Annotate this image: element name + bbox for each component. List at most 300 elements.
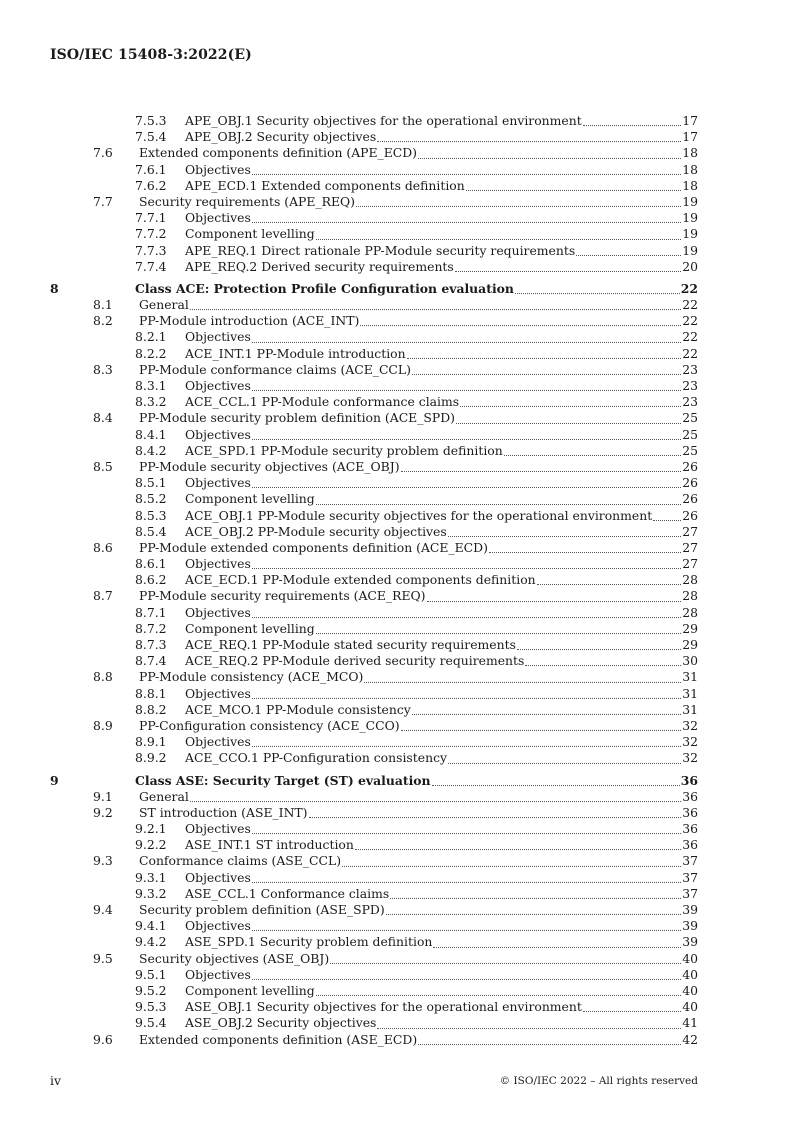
toc-entry-title: Objectives [185, 685, 251, 701]
toc-entry-title: APE_OBJ.2 Security objectives [185, 129, 377, 145]
toc-entry-page: 23 [682, 394, 698, 410]
toc-entry-line [185, 999, 698, 1015]
dot-leader [252, 881, 681, 883]
toc-entry-page: 40 [682, 982, 698, 998]
toc-entry-number: 9.2 [93, 804, 113, 820]
toc-entry-title: Component levelling [185, 226, 315, 242]
toc-entry-page: 22 [682, 297, 698, 313]
toc-entry[interactable] [0, 702, 793, 718]
toc-entry-number: 9.4 [93, 902, 113, 917]
toc-entry[interactable] [0, 556, 793, 572]
toc-entry-line [139, 853, 698, 869]
toc-entry-number: 8.3.1 [135, 378, 167, 393]
dot-leader [418, 157, 681, 159]
toc-entry-page: 37 [682, 885, 698, 901]
toc-entry[interactable] [0, 902, 793, 918]
toc-entry-page: 26 [682, 475, 698, 491]
toc-entry-title: APE_OBJ.1 Security objectives for the operational environment [185, 113, 582, 128]
toc-entry-line [139, 145, 698, 161]
toc-entry-line [185, 870, 698, 886]
toc-entry[interactable] [0, 362, 793, 378]
toc-entry-line [139, 362, 698, 378]
toc-entry[interactable] [0, 524, 793, 540]
toc-entry-line [185, 734, 698, 750]
toc-entry-line [185, 572, 698, 588]
dot-leader [448, 535, 681, 537]
toc-entry-number: 8.7.4 [135, 653, 167, 669]
toc-entry-page: 22 [682, 329, 698, 345]
toc-entry-number: 8.7.2 [135, 620, 167, 636]
toc-entry-number: 8.9.2 [135, 750, 167, 766]
toc-entry-page: 26 [682, 458, 698, 474]
toc-entry-line [185, 178, 698, 194]
table-of-contents [0, 113, 793, 1048]
toc-entry[interactable] [0, 459, 793, 475]
toc-entry-title: APE_REQ.2 Derived security requirements [185, 258, 454, 274]
dot-leader [316, 503, 681, 505]
toc-entry-title: Objectives [185, 556, 251, 572]
toc-entry-line [139, 669, 698, 685]
toc-entry-page: 40 [682, 966, 698, 982]
toc-entry-title: ACE_CCO.1 PP-Configuration consistency [185, 750, 448, 766]
toc-entry[interactable] [0, 378, 793, 394]
toc-entry-page: 28 [682, 572, 698, 588]
toc-entry-line [185, 508, 698, 524]
dot-leader [252, 616, 681, 618]
toc-entry[interactable] [0, 491, 793, 507]
toc-entry[interactable] [0, 621, 793, 637]
toc-entry-line [139, 194, 698, 210]
toc-entry[interactable] [0, 1032, 793, 1048]
toc-entry-page: 37 [682, 869, 698, 885]
toc-entry-number: 9.3 [93, 853, 113, 869]
toc-entry-number: 8.1 [93, 297, 113, 313]
toc-entry-page: 22 [682, 345, 698, 361]
toc-entry-number: 7.6.1 [135, 161, 167, 177]
toc-entry-line [185, 226, 698, 242]
toc-entry[interactable] [0, 588, 793, 604]
toc-entry[interactable] [0, 805, 793, 821]
toc-entry-line [185, 556, 698, 572]
toc-entry[interactable] [0, 113, 793, 129]
toc-entry-number: 8.8.1 [135, 685, 167, 701]
dot-leader [432, 784, 680, 786]
toc-entry[interactable] [0, 983, 793, 999]
toc-entry[interactable] [0, 637, 793, 653]
toc-entry-page: 19 [682, 193, 698, 209]
toc-entry-title: PP-Module introduction (ACE_INT) [139, 313, 360, 329]
toc-entry-line [185, 346, 698, 362]
dot-leader [252, 567, 681, 569]
toc-entry[interactable] [0, 346, 793, 362]
toc-entry-page: 26 [682, 507, 698, 523]
toc-entry-number: 9.1 [93, 788, 113, 804]
toc-entry-title: ACE_OBJ.2 PP-Module security objectives [185, 523, 447, 539]
toc-entry-number: 9.2.1 [135, 821, 167, 837]
dot-leader [537, 583, 682, 585]
dot-leader [252, 486, 681, 488]
dot-leader [252, 221, 681, 223]
toc-entry-title: Objectives [185, 210, 251, 226]
toc-entry[interactable] [0, 281, 793, 297]
toc-entry-page: 32 [682, 750, 698, 766]
toc-entry[interactable] [0, 410, 793, 426]
toc-entry-page: 31 [682, 669, 698, 685]
toc-entry-title: ASE_SPD.1 Security problem definition [185, 934, 433, 950]
dot-leader [427, 600, 682, 602]
toc-entry-number: 8.6 [93, 539, 113, 555]
dot-leader [252, 389, 681, 391]
toc-entry-title: ST introduction (ASE_INT) [139, 804, 308, 820]
toc-entry-title: Objectives [185, 821, 251, 837]
toc-entry[interactable] [0, 1015, 793, 1031]
toc-entry-page: 25 [682, 410, 698, 426]
toc-entry-number: 9 [50, 772, 59, 788]
toc-entry-page: 40 [682, 999, 698, 1015]
toc-entry-title: ASE_OBJ.2 Security objectives [185, 1015, 377, 1031]
toc-entry-line [185, 259, 698, 275]
toc-entry-title: ACE_OBJ.1 PP-Module security objectives for the operational environment [185, 507, 653, 523]
toc-entry-number: 7.6.2 [135, 177, 167, 193]
toc-entry-page: 22 [682, 313, 698, 329]
toc-entry-number: 8.8 [93, 669, 113, 685]
toc-entry-number: 8.6.2 [135, 572, 167, 588]
toc-entry-line [185, 1015, 698, 1031]
toc-entry-page: 27 [682, 523, 698, 539]
toc-entry[interactable] [0, 394, 793, 410]
toc-entry-number: 8.4.1 [135, 426, 167, 442]
toc-entry-number: 9.3.2 [135, 885, 167, 901]
toc-entry-line [185, 653, 698, 669]
dot-leader [316, 238, 681, 240]
toc-entry-page: 36 [682, 837, 698, 853]
toc-entry-number: 8.6.1 [135, 556, 167, 572]
toc-entry-line [185, 427, 698, 443]
toc-entry-number: 8.5.3 [135, 507, 167, 523]
toc-entry-number: 9.5.1 [135, 966, 167, 982]
dot-leader [190, 308, 681, 310]
toc-entry-page: 19 [682, 242, 698, 258]
toc-entry[interactable] [0, 540, 793, 556]
dot-leader [252, 929, 681, 931]
toc-entry[interactable] [0, 508, 793, 524]
toc-entry-title: Objectives [185, 426, 251, 442]
toc-entry-page: 18 [682, 161, 698, 177]
dot-leader [576, 254, 681, 256]
toc-entry-number: 7.7.3 [135, 242, 167, 258]
toc-entry-number: 7.7 [93, 193, 113, 209]
dot-leader [252, 978, 681, 980]
toc-entry[interactable] [0, 718, 793, 734]
toc-entry[interactable] [0, 918, 793, 934]
toc-entry-page: 26 [682, 491, 698, 507]
toc-entry-page: 27 [682, 539, 698, 555]
toc-entry-page: 39 [682, 902, 698, 917]
toc-entry-number: 8.5 [93, 458, 113, 474]
toc-entry-title: ACE_REQ.2 PP-Module derived security requirements [185, 653, 525, 669]
toc-entry-line [185, 443, 698, 459]
dot-leader [401, 729, 682, 731]
toc-entry[interactable] [0, 934, 793, 950]
toc-entry-number: 9.4.2 [135, 934, 167, 950]
toc-entry-page: 19 [682, 226, 698, 242]
dot-leader [517, 648, 681, 650]
toc-entry-number: 8.9.1 [135, 734, 167, 750]
dot-leader [342, 865, 681, 867]
toc-entry-line [185, 621, 698, 637]
dot-leader [252, 697, 681, 699]
toc-entry-line [185, 475, 698, 491]
toc-entry-title: Security problem definition (ASE_SPD) [139, 902, 385, 917]
toc-entry-line [139, 459, 698, 475]
toc-entry-line [139, 410, 698, 426]
toc-entry-page: 29 [682, 637, 698, 652]
toc-entry-title: ASE_CCL.1 Conformance claims [185, 885, 390, 901]
toc-entry-title: ACE_CCL.1 PP-Module conformance claims [185, 394, 460, 410]
toc-entry-title: Class ASE: Security Target (ST) evaluation [135, 772, 431, 788]
dot-leader [455, 270, 681, 272]
toc-entry-page: 41 [682, 1015, 698, 1031]
toc-entry-number: 7.7.2 [135, 226, 167, 242]
toc-entry-title: Security objectives (ASE_OBJ) [139, 950, 330, 966]
toc-entry-page: 18 [682, 145, 698, 161]
toc-entry-line [139, 313, 698, 329]
toc-entry-line [185, 329, 698, 345]
toc-entry[interactable] [0, 789, 793, 805]
toc-entry[interactable] [0, 967, 793, 983]
toc-entry-line [185, 129, 698, 145]
toc-entry-line [185, 918, 698, 934]
toc-entry-number: 8 [50, 280, 59, 296]
toc-entry-title: Objectives [185, 966, 251, 982]
toc-entry-title: Extended components definition (APE_ECD) [139, 145, 418, 161]
toc-entry[interactable] [0, 951, 793, 967]
toc-entry-line [185, 821, 698, 837]
toc-entry[interactable] [0, 259, 793, 275]
toc-entry-line [185, 491, 698, 507]
toc-entry-page: 25 [682, 426, 698, 442]
dot-leader [377, 1027, 681, 1029]
toc-entry-page: 28 [682, 604, 698, 620]
toc-entry[interactable] [0, 427, 793, 443]
toc-entry[interactable] [0, 297, 793, 313]
dot-leader [504, 454, 681, 456]
page-number: iv [50, 1073, 61, 1088]
dot-leader [515, 292, 680, 294]
toc-entry[interactable] [0, 475, 793, 491]
toc-entry-page: 36 [682, 804, 698, 820]
toc-entry-title: ACE_ECD.1 PP-Module extended components definition [185, 572, 536, 588]
toc-entry-number: 9.2.2 [135, 837, 167, 853]
toc-entry-line [185, 702, 698, 718]
toc-entry-title: General [139, 788, 189, 804]
toc-entry-number: 8.2.2 [135, 345, 167, 361]
toc-entry-page: 17 [682, 129, 698, 145]
dot-leader [252, 341, 681, 343]
toc-entry-title: ACE_MCO.1 PP-Module consistency [185, 701, 411, 717]
toc-entry-title: Objectives [185, 604, 251, 620]
dot-leader [390, 897, 681, 899]
toc-entry-title: ACE_INT.1 PP-Module introduction [185, 345, 406, 361]
dot-leader [386, 913, 682, 915]
toc-entry-title: Objectives [185, 918, 251, 934]
toc-entry-page: 31 [682, 701, 698, 717]
toc-entry-line [185, 837, 698, 853]
toc-entry[interactable] [0, 572, 793, 588]
dot-leader [525, 664, 681, 666]
toc-entry[interactable] [0, 999, 793, 1015]
dot-leader [407, 357, 682, 359]
toc-entry-page: 27 [682, 556, 698, 572]
toc-entry-title: Conformance claims (ASE_CCL) [139, 853, 342, 869]
toc-entry-number: 8.7.3 [135, 637, 167, 652]
toc-entry-line [139, 718, 698, 734]
toc-entry-number: 9.5.4 [135, 1015, 167, 1031]
dot-leader [377, 140, 681, 142]
toc-entry[interactable] [0, 870, 793, 886]
dot-leader [355, 848, 681, 850]
toc-entry-page: 31 [682, 685, 698, 701]
toc-entry[interactable] [0, 162, 793, 178]
toc-entry-number: 9.4.1 [135, 918, 167, 934]
toc-entry-page: 29 [682, 620, 698, 636]
toc-entry-title: ACE_SPD.1 PP-Module security problem definition [185, 442, 503, 458]
toc-entry[interactable] [0, 178, 793, 194]
toc-entry[interactable] [0, 329, 793, 345]
dot-leader [456, 422, 681, 424]
toc-entry-page: 32 [682, 734, 698, 750]
toc-entry-number: 9.5 [93, 950, 113, 966]
toc-entry-line [185, 983, 698, 999]
toc-entry-title: Component levelling [185, 491, 315, 507]
toc-entry-number: 9.5.3 [135, 999, 167, 1015]
toc-entry-title: PP-Module security problem definition (ACE_SPD) [139, 410, 456, 426]
toc-entry-title: PP-Module conformance claims (ACE_CCL) [139, 361, 411, 377]
toc-entry[interactable] [0, 313, 793, 329]
toc-entry-page: 36 [682, 788, 698, 804]
toc-entry-number: 9.5.2 [135, 982, 167, 998]
toc-entry-title: Class ACE: Protection Profile Configuration evaluation [135, 280, 514, 296]
toc-entry[interactable] [0, 734, 793, 750]
toc-entry-line [185, 210, 698, 226]
toc-entry-title: Objectives [185, 475, 251, 491]
dot-leader [433, 946, 681, 948]
toc-entry[interactable] [0, 686, 793, 702]
toc-entry-page: 40 [682, 950, 698, 966]
toc-entry-title: APE_REQ.1 Direct rationale PP-Module security requirements [185, 242, 576, 258]
toc-entry-title: APE_ECD.1 Extended components definition [185, 177, 465, 193]
toc-entry-page: 22 [680, 280, 698, 296]
toc-entry-line [185, 686, 698, 702]
toc-entry-title: Objectives [185, 734, 251, 750]
copyright-notice: © ISO/IEC 2022 – All rights reserved [499, 1075, 698, 1087]
toc-entry-page: 36 [680, 772, 698, 788]
toc-entry-number: 8.7 [93, 588, 113, 604]
toc-entry-line [185, 605, 698, 621]
dot-leader [412, 713, 681, 715]
toc-entry[interactable] [0, 129, 793, 145]
toc-entry[interactable] [0, 194, 793, 210]
toc-entry-line [139, 1032, 698, 1048]
toc-entry-title: Objectives [185, 161, 251, 177]
toc-entry-number: 8.2.1 [135, 329, 167, 345]
toc-entry-number: 8.5.4 [135, 523, 167, 539]
toc-entry-number: 8.5.2 [135, 491, 167, 507]
toc-entry-line [185, 967, 698, 983]
toc-entry[interactable] [0, 750, 793, 766]
toc-entry-line [185, 637, 698, 653]
toc-entry[interactable] [0, 773, 793, 789]
dot-leader [309, 816, 682, 818]
toc-entry-title: Objectives [185, 329, 251, 345]
dot-leader [252, 745, 681, 747]
toc-entry-line [139, 588, 698, 604]
toc-entry-page: 20 [682, 258, 698, 274]
toc-entry-number: 9.6 [93, 1031, 113, 1047]
toc-entry-page: 37 [682, 853, 698, 869]
toc-entry-page: 23 [682, 361, 698, 377]
dot-leader [653, 519, 681, 521]
toc-entry[interactable] [0, 145, 793, 161]
dot-leader [252, 832, 681, 834]
toc-entry-line [185, 934, 698, 950]
toc-entry-line [185, 162, 698, 178]
toc-entry[interactable] [0, 886, 793, 902]
toc-entry-number: 8.7.1 [135, 604, 167, 620]
document-header: ISO/IEC 15408-3:2022(E) [50, 47, 252, 63]
toc-entry-title: Component levelling [185, 620, 315, 636]
toc-entry-number: 7.5.4 [135, 129, 167, 145]
toc-entry-line [185, 243, 698, 259]
toc-entry-line [185, 750, 698, 766]
toc-entry[interactable] [0, 853, 793, 869]
toc-entry[interactable] [0, 605, 793, 621]
toc-entry-title: PP-Module security requirements (ACE_REQ) [139, 588, 426, 604]
dot-leader [330, 962, 681, 964]
toc-entry-number: 7.7.4 [135, 258, 167, 274]
toc-entry[interactable] [0, 837, 793, 853]
dot-leader [489, 551, 681, 553]
toc-entry[interactable] [0, 210, 793, 226]
toc-entry-page: 39 [682, 934, 698, 950]
toc-entry-title: Security requirements (APE_REQ) [139, 193, 355, 209]
dot-leader [583, 124, 682, 126]
toc-entry-page: 39 [682, 918, 698, 934]
toc-entry[interactable] [0, 443, 793, 459]
toc-entry[interactable] [0, 226, 793, 242]
dot-leader [466, 189, 681, 191]
dot-leader [316, 994, 681, 996]
toc-entry-line [185, 113, 698, 129]
dot-leader [418, 1043, 681, 1045]
toc-entry-line [139, 902, 698, 918]
toc-entry-number: 7.5.3 [135, 113, 167, 128]
toc-entry-title: General [139, 297, 189, 313]
toc-entry[interactable] [0, 243, 793, 259]
toc-entry[interactable] [0, 653, 793, 669]
toc-entry-title: PP-Module security objectives (ACE_OBJ) [139, 458, 400, 474]
toc-entry[interactable] [0, 669, 793, 685]
toc-entry-line [135, 773, 698, 789]
dot-leader [316, 632, 681, 634]
toc-entry-line [139, 951, 698, 967]
toc-entry-number: 8.3 [93, 361, 113, 377]
toc-entry-number: 8.4.2 [135, 442, 167, 458]
toc-entry-line [185, 378, 698, 394]
toc-entry-page: 25 [682, 442, 698, 458]
toc-entry-page: 17 [682, 113, 698, 128]
toc-entry[interactable] [0, 821, 793, 837]
